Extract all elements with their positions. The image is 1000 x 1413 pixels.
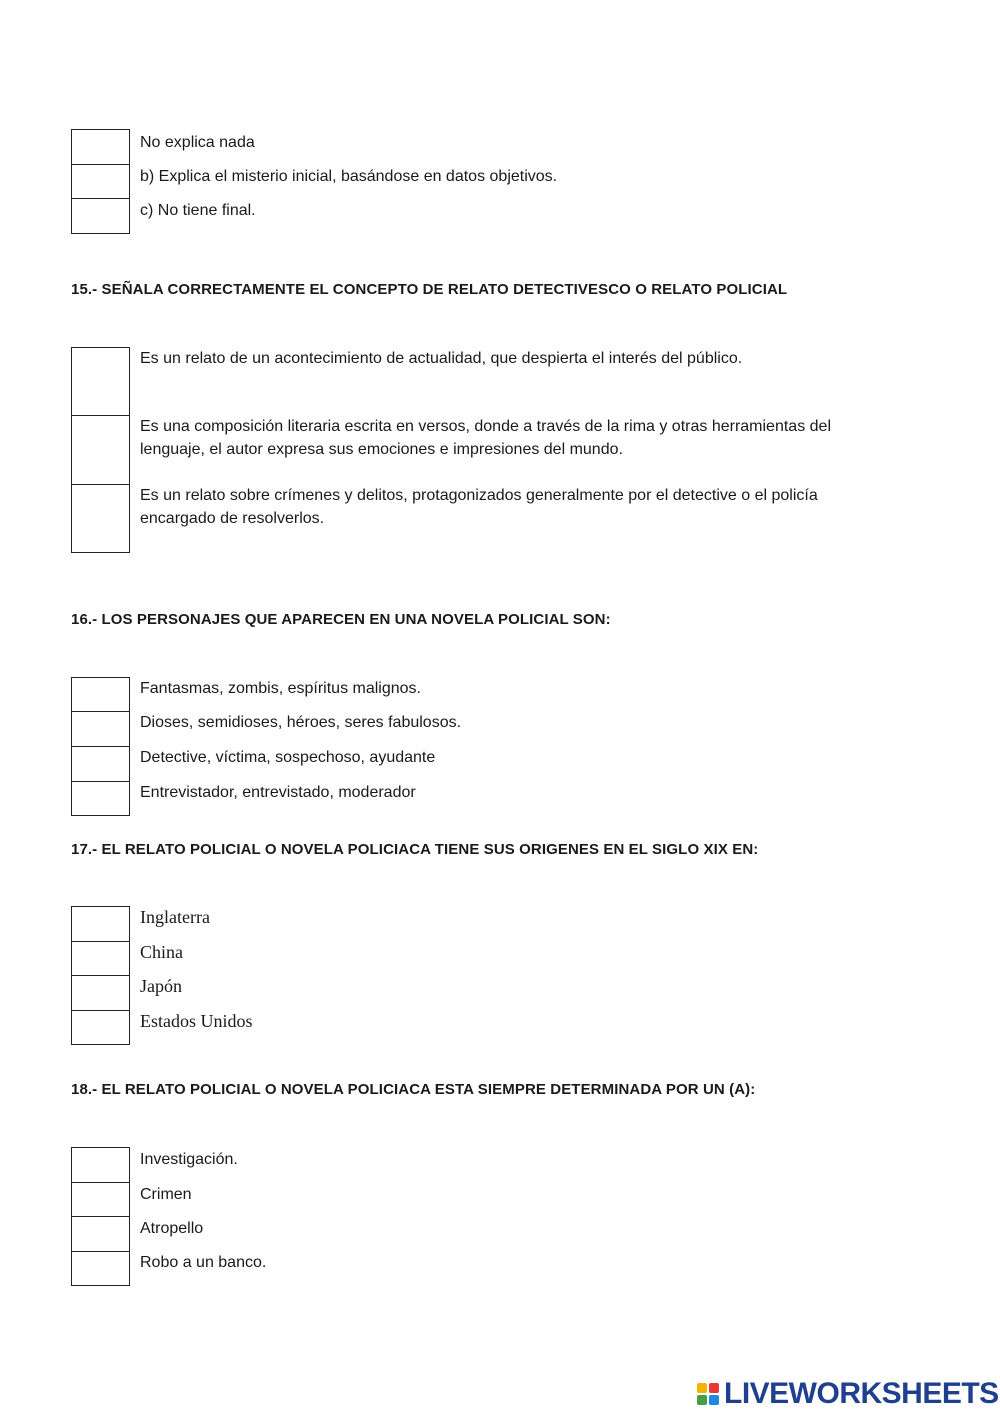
- option-label: Robo a un banco.: [140, 1254, 267, 1271]
- answer-checkbox[interactable]: [71, 1216, 130, 1252]
- answer-checkbox[interactable]: [71, 941, 130, 976]
- question-16-title: 16.- LOS PERSONAJES QUE APARECEN EN UNA NOVELA POLICIAL SON:: [71, 611, 611, 628]
- answer-checkbox[interactable]: [71, 347, 130, 416]
- option-label: Inglaterra: [140, 907, 210, 927]
- option-label: Es un relato de un acontecimiento de actualidad, que despierta el interés del público.: [140, 350, 743, 367]
- answer-checkbox[interactable]: [71, 975, 130, 1011]
- option-label: Atropello: [140, 1220, 204, 1237]
- option-label: Es un relato sobre crímenes y delitos, protagonizados generalmente por el detective o el policía encargado de resolverlos.: [140, 487, 818, 527]
- option-label: Fantasmas, zombis, espíritus malignos.: [140, 680, 421, 697]
- option-label: Japón: [140, 976, 182, 996]
- option-label: c) No tiene final.: [140, 202, 256, 219]
- answer-checkbox[interactable]: [71, 484, 130, 553]
- answer-checkbox[interactable]: [71, 164, 130, 199]
- logo-square: [697, 1395, 707, 1405]
- option-label: Estados Unidos: [140, 1011, 253, 1031]
- answer-checkbox[interactable]: [71, 129, 130, 165]
- logo-text: LIVEWORKSHEETS: [724, 1377, 999, 1410]
- answer-checkbox[interactable]: [71, 1182, 130, 1217]
- question-15-title: 15.- SEÑALA CORRECTAMENTE EL CONCEPTO DE RELATO DETECTIVESCO O RELATO POLICIAL: [71, 281, 788, 298]
- liveworksheets-logo-icon: [697, 1383, 719, 1405]
- answer-checkbox[interactable]: [71, 781, 130, 816]
- answer-checkbox[interactable]: [71, 1251, 130, 1286]
- answer-checkbox[interactable]: [71, 198, 130, 234]
- answer-checkbox[interactable]: [71, 746, 130, 782]
- option-label: Detective, víctima, sospechoso, ayudante: [140, 749, 436, 766]
- option-label: b) Explica el misterio inicial, basándose en datos objetivos.: [140, 168, 558, 185]
- question-17-title: 17.- EL RELATO POLICIAL O NOVELA POLICIACA TIENE SUS ORIGENES EN EL SIGLO XIX EN:: [71, 841, 759, 858]
- option-label: Entrevistador, entrevistado, moderador: [140, 784, 416, 801]
- option-label: China: [140, 942, 183, 962]
- option-label: No explica nada: [140, 134, 255, 151]
- answer-checkbox[interactable]: [71, 1010, 130, 1045]
- option-label: Crimen: [140, 1186, 192, 1203]
- answer-checkbox[interactable]: [71, 711, 130, 747]
- option-label: Investigación.: [140, 1151, 238, 1168]
- liveworksheets-logo[interactable]: [697, 1378, 997, 1410]
- answer-checkbox[interactable]: [71, 677, 130, 712]
- answer-checkbox[interactable]: [71, 1147, 130, 1183]
- option-label: Es una composición literaria escrita en versos, donde a través de la rima y otras herramientas del lenguaje, el autor expresa sus emociones e impresiones del mundo.: [140, 418, 831, 458]
- logo-square: [709, 1383, 719, 1393]
- question-18-title: 18.- EL RELATO POLICIAL O NOVELA POLICIACA ESTA SIEMPRE DETERMINADA POR UN (A):: [71, 1081, 756, 1098]
- answer-checkbox[interactable]: [71, 415, 130, 485]
- option-label: Dioses, semidioses, héroes, seres fabulosos.: [140, 714, 462, 731]
- answer-checkbox[interactable]: [71, 906, 130, 942]
- logo-square: [697, 1383, 707, 1393]
- logo-square: [709, 1395, 719, 1405]
